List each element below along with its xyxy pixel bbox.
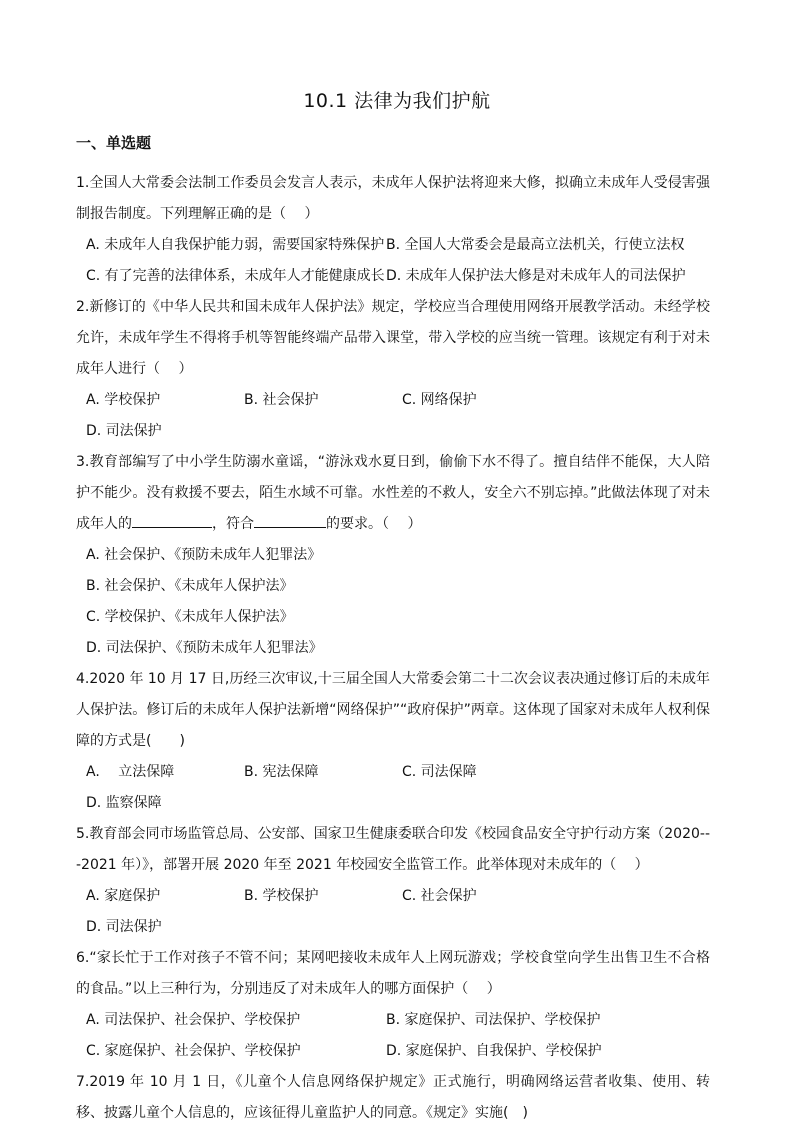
question-6 — [76, 943, 710, 1067]
question-stem: 5.教育部会同市场监管总局、公安部、国家卫生健康委联合印发《校园食品安全守护行动方案（2020---2021 年）》，部署开展 2020 年至 2021 年校园安全监管工作。此举体现对未成年的（ ） — [76, 826, 710, 873]
option-c[interactable]: C. 网络保护 — [402, 392, 477, 408]
option-d[interactable]: D. 未成年人保护法大修是对未成年人的司法保护 — [386, 268, 686, 284]
option-a[interactable]: A. 家庭保护 — [86, 888, 161, 904]
option-c[interactable]: C. 司法保障 — [402, 764, 477, 780]
question-5 — [76, 819, 710, 943]
option-a[interactable]: A. 立法保障 — [86, 764, 175, 780]
question-stem: 7.2019 年 10 月 1 日，《儿童个人信息网络保护规定》正式施行，明确网络运营者收集、使用、转移、披露儿童个人信息的，应该征得儿童监护人的同意。《规定》实施( ) — [76, 1074, 710, 1121]
option-d[interactable]: D. 监察保障 — [86, 795, 162, 811]
question-4 — [76, 664, 710, 819]
question-stem: 6.“家长忙于工作对孩子不管不问；某网吧接收未成年人上网玩游戏；学校食堂向学生出售卫生不合格的食品。”以上三种行为，分别违反了对未成年人的哪方面保护（ ） — [76, 950, 710, 997]
option-c[interactable]: C. 社会保护 — [402, 888, 477, 904]
option-d[interactable]: D. 家庭保护、自我保护、学校保护 — [386, 1043, 602, 1059]
option-a[interactable]: A. 社会保护、《预防未成年人犯罪法》 — [86, 547, 322, 563]
question-1 — [76, 168, 710, 292]
answer-blank-2[interactable] — [254, 512, 326, 528]
option-a[interactable]: A. 司法保护、社会保护、学校保护 — [86, 1012, 301, 1028]
option-group — [76, 230, 710, 292]
option-d[interactable]: D. 司法保护 — [86, 919, 162, 935]
option-group — [76, 757, 710, 819]
option-group — [76, 881, 710, 943]
option-group — [76, 1005, 710, 1067]
section-heading: 一、单选题 — [76, 134, 152, 152]
question-7 — [76, 1067, 710, 1129]
question-2 — [76, 292, 710, 447]
option-c[interactable]: C. 有了完善的法律体系，未成年人才能健康成长 — [86, 268, 385, 284]
question-stem-part-3: 的要求。（ ） — [326, 516, 422, 532]
option-group — [76, 385, 710, 447]
option-b[interactable]: B. 社会保护 — [244, 392, 319, 408]
answer-blank-1[interactable] — [132, 512, 212, 528]
option-d[interactable]: D. 司法保护、《预防未成年人犯罪法》 — [86, 640, 323, 656]
question-stem: 2.新修订的《中华人民共和国未成年人保护法》规定，学校应当合理使用网络开展教学活动。未经学校允许，未成年学生不得将手机等智能终端产品带入课堂，带入学校的应当统一管理。该规定有利于对未成年人进行（ ） — [76, 299, 710, 377]
option-c[interactable]: C. 家庭保护、社会保护、学校保护 — [86, 1043, 301, 1059]
option-b[interactable]: B. 社会保护、《未成年人保护法》 — [86, 578, 294, 594]
question-stem — [76, 447, 710, 540]
question-stem: 4.2020 年 10 月 17 日,历经三次审议,十三届全国人大常委会第二十二次会议表决通过修订后的未成年人保护法。修订后的未成年人保护法新增“网络保护”“政府保护”两章。这体现了国家对未成年人权利保障的方式是( ) — [76, 671, 710, 749]
question-list — [76, 168, 710, 1129]
option-c[interactable]: C. 学校保护、《未成年人保护法》 — [86, 609, 294, 625]
option-a[interactable]: A. 未成年人自我保护能力弱，需要国家特殊保护 — [86, 237, 385, 253]
option-d[interactable]: D. 司法保护 — [86, 423, 162, 439]
option-group — [76, 540, 710, 664]
option-b[interactable]: B. 家庭保护、司法保护、学校保护 — [386, 1012, 601, 1028]
question-stem-part-1: 3.教育部编写了中小学生防溺水童谣，“游泳戏水夏日到，偷偷下水不得了。擅自结伴不能保，大人陪护不能少。没有救援不要去，陌生水域不可靠。水性差的不救人，安全六不别忘掉。”此做法体现了对未成年人的 — [76, 454, 710, 532]
option-a[interactable]: A. 学校保护 — [86, 392, 161, 408]
option-b[interactable]: B. 学校保护 — [244, 888, 319, 904]
question-stem: 1.全国人大常委会法制工作委员会发言人表示，未成年人保护法将迎来大修，拟确立未成年人受侵害强制报告制度。下列理解正确的是（ ） — [76, 175, 710, 222]
question-3 — [76, 447, 710, 664]
option-b[interactable]: B. 全国人大常委会是最高立法机关，行使立法权 — [386, 237, 685, 253]
page-title: 10.1 法律为我们护航 — [303, 90, 491, 112]
option-b[interactable]: B. 宪法保障 — [244, 764, 319, 780]
question-stem-part-2: ，符合 — [212, 516, 254, 532]
